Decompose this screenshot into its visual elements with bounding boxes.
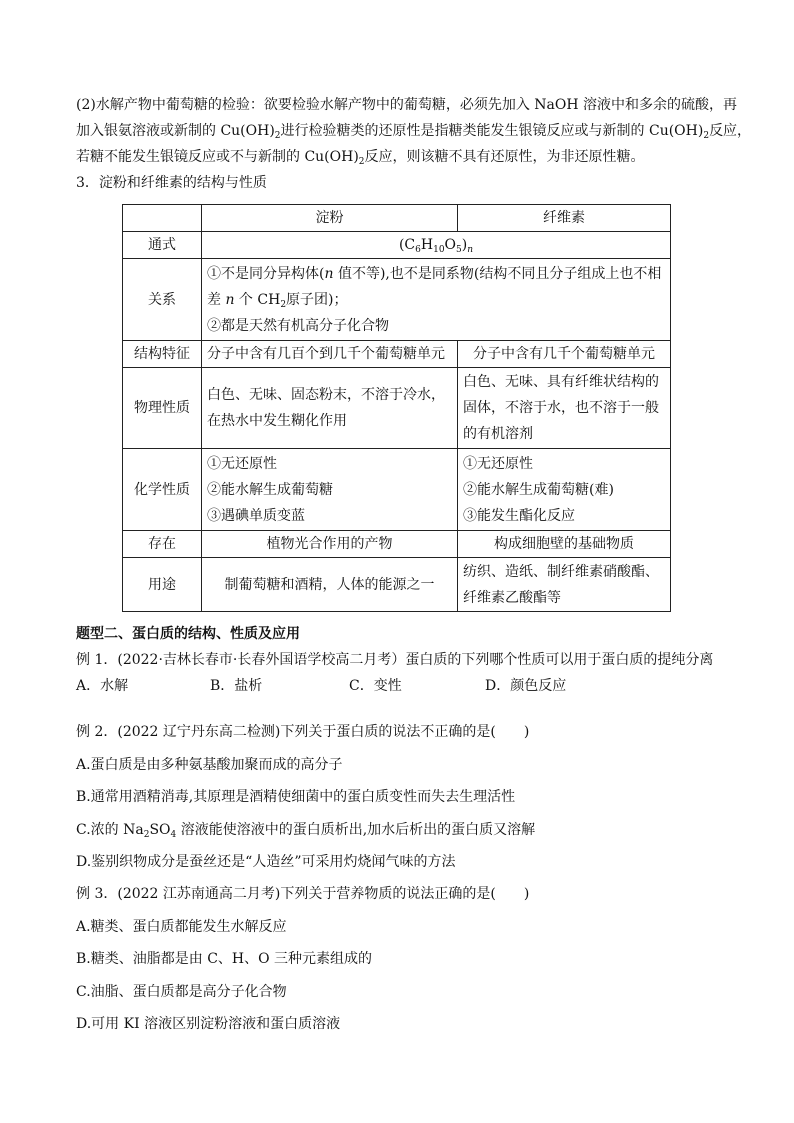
starch-cellulose-table bbox=[122, 204, 671, 612]
type2-title: 题型二、蛋白质的结构、性质及应用 bbox=[76, 626, 300, 642]
option-c: C．变性 bbox=[349, 678, 402, 694]
relation-text: 个 CH bbox=[234, 291, 281, 308]
structure-cellulose: 分子中含有几千个葡萄糖单元 bbox=[458, 341, 671, 368]
chemical-starch-line: ③遇碘单质变蓝 bbox=[207, 507, 305, 524]
subscript: 4 bbox=[170, 829, 177, 840]
chemical-starch bbox=[202, 449, 458, 531]
structure-starch: 分子中含有几百个到几千个葡萄糖单元 bbox=[202, 341, 458, 368]
chemical-cellulose bbox=[458, 449, 671, 531]
relation-cell bbox=[202, 259, 671, 341]
table-row-relation bbox=[123, 259, 671, 341]
table-row-exist bbox=[123, 531, 671, 558]
row-label-chemical: 化学性质 bbox=[123, 449, 202, 531]
chemical-cellulose-line: ③能发生酯化反应 bbox=[463, 507, 575, 524]
formula-part: O bbox=[444, 237, 457, 253]
intro-line-2 bbox=[76, 118, 752, 144]
table-row-chemical bbox=[123, 449, 671, 531]
subscript: 2 bbox=[280, 299, 287, 310]
chemical-cellulose-line: ②能水解生成葡萄糖(难) bbox=[463, 481, 614, 498]
relation-text: 值不等),也不是同系物(结构不同且分子组成上也不相 bbox=[333, 265, 662, 282]
relation-line-2 bbox=[207, 287, 665, 313]
example-3-option-a: A.糖类、蛋白质都能发生水解反应 bbox=[76, 918, 287, 935]
relation-text: 差 bbox=[207, 291, 226, 308]
use-starch: 制葡萄糖和酒精，人体的能源之一 bbox=[202, 558, 458, 612]
table-row-formula bbox=[123, 232, 671, 259]
intro-line-2-text-c: 反应， bbox=[709, 123, 752, 139]
example-2-option-c bbox=[76, 814, 736, 847]
row-label-exist: 存在 bbox=[123, 531, 202, 558]
intro-line-3-text-a: 若糖不能发生银镜反应或不与新制的 Cu(OH) bbox=[76, 149, 359, 165]
header-starch: 淀粉 bbox=[202, 205, 458, 232]
subscript: 10 bbox=[433, 245, 445, 255]
subscript: 2 bbox=[703, 131, 710, 141]
subscript: 2 bbox=[274, 131, 281, 141]
subscript: 2 bbox=[143, 829, 150, 840]
subscript: 5 bbox=[456, 245, 462, 255]
physical-starch-line: 在热水中发生糊化作用 bbox=[207, 413, 347, 429]
row-label-structure: 结构特征 bbox=[123, 341, 202, 368]
relation-variable: n bbox=[225, 291, 235, 308]
table-row-structure bbox=[123, 341, 671, 368]
physical-starch bbox=[202, 368, 458, 449]
row-label-use: 用途 bbox=[123, 558, 202, 612]
subscript: 6 bbox=[415, 245, 421, 255]
option-text: SO bbox=[149, 821, 171, 838]
relation-text: ①不是同分异构体( bbox=[207, 265, 325, 282]
row-label-physical: 物理性质 bbox=[123, 368, 202, 449]
formula-part: ) bbox=[461, 237, 468, 253]
table-row-physical bbox=[123, 368, 671, 449]
intro-paragraph bbox=[76, 92, 752, 196]
relation-line-3: ②都是天然有机高分子化合物 bbox=[207, 317, 389, 334]
chemical-starch-line: ②能水解生成葡萄糖 bbox=[207, 481, 333, 498]
header-cellulose: 纤维素 bbox=[458, 205, 671, 232]
physical-cellulose bbox=[458, 368, 671, 449]
subscript: 2 bbox=[358, 157, 365, 167]
example-1-options bbox=[76, 673, 736, 699]
intro-line-3-text-b: 反应，则该糖不具有还原性，为非还原性糖。 bbox=[364, 149, 645, 165]
chemical-starch-line: ①无还原性 bbox=[207, 455, 277, 472]
option-b: B．盐析 bbox=[210, 678, 263, 694]
example-3 bbox=[76, 878, 736, 1041]
example-2-stem: 例 2．(2022 辽宁丹东高二检测)下列关于蛋白质的说法不正确的是( ) bbox=[76, 724, 530, 740]
example-3-stem: 例 3．(2022 江苏南通高二月考)下列关于营养物质的说法正确的是( ) bbox=[76, 886, 530, 902]
type2-section bbox=[76, 621, 736, 699]
relation-text: 原子团)； bbox=[286, 291, 348, 308]
formula-cell bbox=[202, 232, 671, 259]
example-2 bbox=[76, 716, 736, 879]
intro-line-2-text-a: 加入银氨溶液或新制的 Cu(OH) bbox=[76, 123, 275, 139]
physical-cellulose-line: 固体，不溶于水，也不溶于一般 bbox=[463, 400, 659, 416]
example-2-option-b: B.通常用酒精消毒,其原理是酒精使细菌中的蛋白质变性而失去生理活性 bbox=[76, 789, 516, 805]
example-3-option-c: C.油脂、蛋白质都是高分子化合物 bbox=[76, 983, 287, 1000]
use-cellulose-line: 纺织、造纸、制纤维素硝酸酯、 bbox=[463, 563, 659, 580]
option-a: A．水解 bbox=[76, 678, 129, 694]
example-2-option-d: D.鉴别织物成分是蚕丝还是“人造丝”可采用灼烧闻气味的方法 bbox=[76, 854, 456, 870]
relation-variable: n bbox=[324, 265, 334, 282]
formula-part: (C bbox=[398, 237, 416, 253]
table-row-use bbox=[123, 558, 671, 612]
physical-starch-line: 白色、无味、固态粉末，不溶于冷水， bbox=[207, 387, 445, 403]
row-label-relation: 关系 bbox=[123, 259, 202, 341]
example-2-option-a: A.蛋白质是由多种氨基酸加聚而成的高分子 bbox=[76, 756, 343, 773]
example-3-option-d: D.可用 KI 溶液区别淀粉溶液和蛋白质溶液 bbox=[76, 1016, 341, 1032]
option-d: D．颜色反应 bbox=[485, 678, 567, 694]
relation-line-1 bbox=[207, 261, 665, 287]
table-corner-cell bbox=[123, 205, 202, 232]
physical-cellulose-line: 的有机溶剂 bbox=[463, 426, 533, 442]
chemical-cellulose-line: ①无还原性 bbox=[463, 455, 533, 472]
option-text: 溶液能使溶液中的蛋白质析出,加水后析出的蛋白质又溶解 bbox=[176, 821, 536, 838]
option-text: C.浓的 Na bbox=[76, 821, 144, 838]
table-header-row bbox=[123, 205, 671, 232]
intro-line-3 bbox=[76, 144, 736, 170]
example-1-stem: 例 1．(2022·吉林长春市·长春外国语学校高二月考）蛋白质的下列哪个性质可以用于蛋白质的提纯分离 bbox=[76, 652, 714, 668]
row-label-formula: 通式 bbox=[123, 232, 202, 259]
exist-cellulose: 构成细胞壁的基础物质 bbox=[458, 531, 671, 558]
formula-part: H bbox=[420, 237, 434, 253]
intro-line-2-text-b: 进行检验糖类的还原性是指糖类能发生银镜反应或与新制的 Cu(OH) bbox=[280, 123, 704, 139]
use-cellulose-line: 纤维素乙酸酯等 bbox=[463, 589, 561, 606]
subscript: n bbox=[467, 245, 474, 255]
section-3-title: 3．淀粉和纤维素的结构与性质 bbox=[76, 175, 267, 191]
intro-line-1: (2)水解产物中葡萄糖的检验：欲要检验水解产物中的葡萄糖，必须先加入 NaOH 溶液中和多余的硫酸，再 bbox=[76, 97, 738, 113]
use-cellulose bbox=[458, 558, 671, 612]
physical-cellulose-line: 白色、无味、具有纤维状结构的 bbox=[463, 374, 659, 390]
example-3-option-b: B.糖类、油脂都是由 C、H、O 三种元素组成的 bbox=[76, 951, 373, 967]
exist-starch: 植物光合作用的产物 bbox=[202, 531, 458, 558]
